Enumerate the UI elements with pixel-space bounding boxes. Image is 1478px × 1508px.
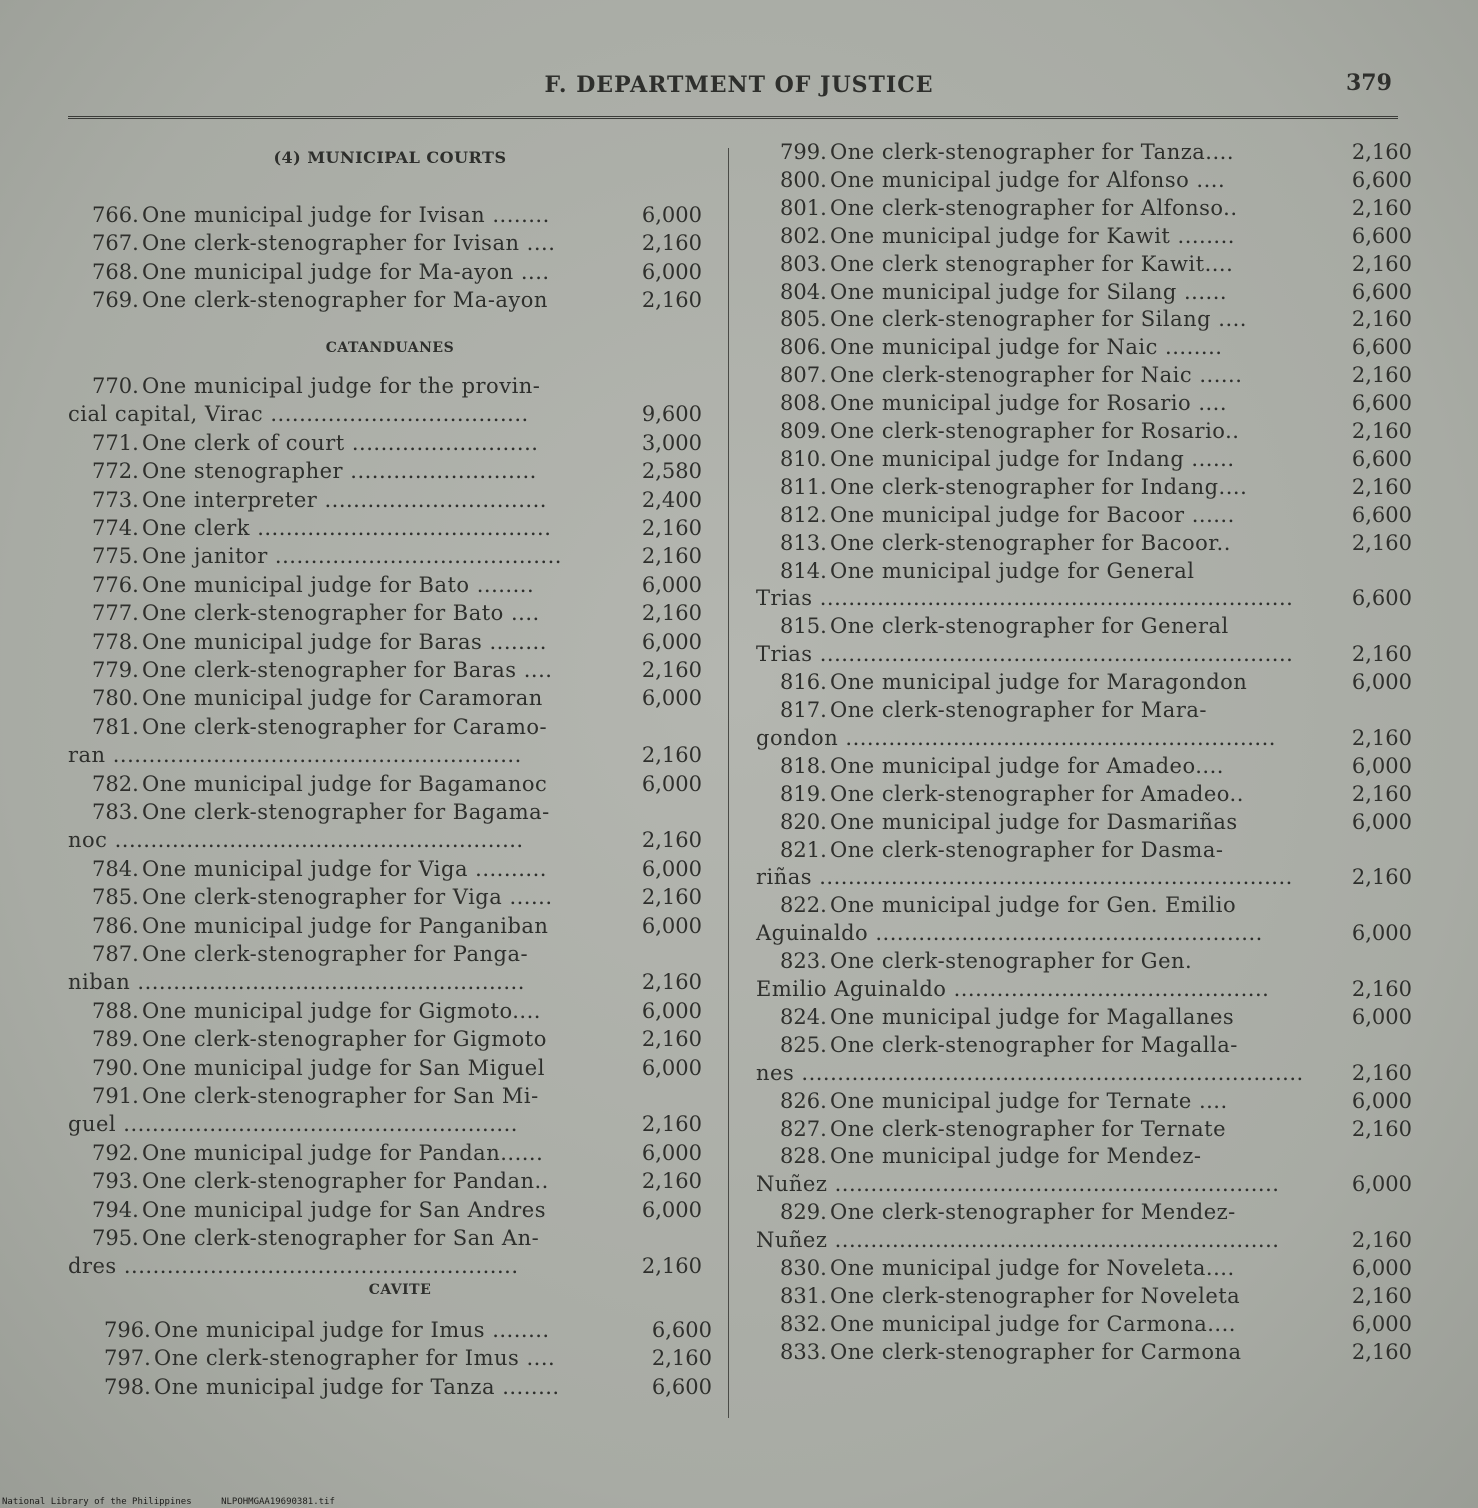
budget-entry bbox=[780, 140, 1234, 164]
item-description-continued: Aguinaldo ...................................................... bbox=[756, 921, 1263, 946]
item-amount: 2,160 bbox=[1351, 363, 1412, 388]
item-number: 810. bbox=[780, 446, 827, 471]
item-number: 774. bbox=[92, 516, 139, 540]
budget-entry bbox=[780, 949, 1192, 973]
budget-entry bbox=[780, 335, 1222, 359]
item-number: 831. bbox=[780, 1283, 827, 1308]
budget-entry bbox=[780, 1284, 1240, 1308]
item-amount: 6,000 bbox=[641, 203, 702, 227]
item-number: 818. bbox=[780, 753, 827, 778]
item-description: One municipal judge for Caramoran bbox=[142, 686, 543, 711]
item-description: One municipal judge for Ivisan ........ bbox=[142, 203, 550, 227]
item-number: 813. bbox=[780, 530, 827, 555]
item-description-continued: Trias .................................................................. bbox=[756, 642, 1294, 667]
item-amount: 6,000 bbox=[1351, 1088, 1412, 1113]
item-description: One clerk-stenographer for Amadeo.. bbox=[830, 781, 1244, 806]
item-description: One clerk-stenographer for Mara- bbox=[830, 698, 1207, 722]
item-description: One clerk-stenographer for Carmona bbox=[830, 1339, 1242, 1364]
budget-entry bbox=[92, 772, 547, 796]
item-amount: 2,160 bbox=[1351, 195, 1412, 220]
item-description: One janitor ........................................ bbox=[142, 544, 562, 569]
item-number: 798. bbox=[104, 1374, 151, 1399]
item-amount: 6,000 bbox=[1351, 1256, 1412, 1280]
item-amount: 2,160 bbox=[641, 544, 702, 569]
item-description: One clerk-stenographer for Dasma- bbox=[830, 837, 1224, 862]
item-amount: 2,160 bbox=[1351, 642, 1412, 667]
item-number: 792. bbox=[92, 1140, 139, 1165]
budget-entry bbox=[92, 544, 562, 568]
item-amount: 2,160 bbox=[1351, 530, 1412, 555]
budget-entry bbox=[92, 601, 540, 625]
item-description: One municipal judge for General bbox=[830, 558, 1195, 583]
item-description-continued: Trias .................................................................. bbox=[756, 586, 1294, 611]
item-amount: 6,000 bbox=[641, 686, 702, 711]
item-description-continued: dres ....................................................... bbox=[68, 1254, 519, 1279]
item-amount: 3,000 bbox=[641, 430, 702, 455]
item-description: One municipal judge for Alfonso .... bbox=[830, 167, 1226, 192]
item-description: One clerk-stenographer for Rosario.. bbox=[830, 419, 1240, 443]
item-number: 786. bbox=[92, 913, 139, 938]
item-number: 817. bbox=[780, 698, 827, 722]
item-number: 768. bbox=[92, 259, 139, 284]
item-number: 767. bbox=[92, 231, 139, 256]
item-number: 779. bbox=[92, 658, 139, 682]
budget-entry bbox=[92, 231, 555, 255]
item-amount: 6,600 bbox=[651, 1318, 712, 1342]
header-rule bbox=[68, 116, 1398, 119]
budget-entry bbox=[780, 1312, 1236, 1336]
budget-entry bbox=[780, 1089, 1228, 1113]
item-amount: 2,160 bbox=[641, 601, 702, 626]
budget-entry bbox=[780, 1200, 1236, 1224]
budget-entry bbox=[780, 614, 1229, 638]
budget-entry bbox=[780, 1256, 1235, 1280]
item-description: One municipal judge for Bato ........ bbox=[142, 572, 535, 597]
budget-entry bbox=[780, 307, 1247, 331]
budget-entry bbox=[92, 999, 541, 1023]
item-description: One municipal judge for Tanza ........ bbox=[154, 1374, 560, 1399]
item-description: One clerk-stenographer for Pandan.. bbox=[142, 1169, 549, 1194]
item-description: One clerk-stenographer for Panga- bbox=[142, 942, 529, 966]
item-number: 787. bbox=[92, 942, 139, 966]
item-amount: 2,160 bbox=[1351, 474, 1412, 499]
item-amount: 6,000 bbox=[641, 913, 702, 938]
item-description: One municipal judge for Amadeo.... bbox=[830, 753, 1224, 778]
item-number: 816. bbox=[780, 670, 827, 695]
item-amount: 6,000 bbox=[1351, 1172, 1412, 1197]
item-amount: 2,160 bbox=[1351, 1283, 1412, 1308]
item-amount: 2,160 bbox=[1351, 1060, 1412, 1085]
item-number: 795. bbox=[92, 1226, 139, 1250]
item-description: One municipal judge for Carmona.... bbox=[830, 1311, 1236, 1336]
item-amount: 6,000 bbox=[641, 1197, 702, 1222]
item-number: 790. bbox=[92, 1055, 139, 1080]
item-number: 823. bbox=[780, 949, 827, 974]
item-number: 800. bbox=[780, 167, 827, 192]
item-description: One municipal judge for Rosario .... bbox=[830, 391, 1228, 416]
budget-entry bbox=[92, 800, 550, 824]
item-amount: 2,160 bbox=[641, 1254, 702, 1279]
item-number: 796. bbox=[104, 1318, 151, 1342]
item-amount: 6,600 bbox=[1351, 223, 1412, 248]
item-amount: 6,600 bbox=[1351, 335, 1412, 360]
budget-entry bbox=[780, 698, 1207, 722]
budget-entry bbox=[92, 459, 537, 483]
item-amount: 2,160 bbox=[641, 1112, 702, 1137]
item-amount: 6,600 bbox=[1351, 586, 1412, 611]
item-amount: 6,000 bbox=[1351, 809, 1412, 834]
item-description: One municipal judge for San Andres bbox=[142, 1197, 546, 1222]
item-description: One municipal judge for the provin- bbox=[142, 374, 541, 398]
item-description: One municipal judge for Dasmariñas bbox=[830, 809, 1238, 834]
budget-entry bbox=[780, 280, 1227, 304]
item-description: One municipal judge for Bacoor ...... bbox=[830, 502, 1235, 527]
budget-entry bbox=[104, 1346, 555, 1370]
budget-entry bbox=[92, 857, 547, 881]
item-number: 808. bbox=[780, 391, 827, 416]
item-description: One municipal judge for Magallanes bbox=[830, 1004, 1235, 1029]
budget-entry bbox=[780, 1117, 1226, 1141]
item-number: 776. bbox=[92, 572, 139, 597]
budget-entry bbox=[780, 1005, 1234, 1029]
budget-entry bbox=[780, 503, 1235, 527]
item-description: One clerk-stenographer for Imus .... bbox=[154, 1346, 556, 1371]
budget-entry bbox=[92, 516, 551, 540]
item-description: One municipal judge for Pandan...... bbox=[142, 1140, 544, 1165]
budget-entry bbox=[780, 1144, 1202, 1168]
item-description: One clerk-stenographer for Alfonso.. bbox=[830, 195, 1238, 220]
item-description: One municipal judge for San Miguel bbox=[142, 1055, 545, 1080]
item-amount: 2,160 bbox=[641, 288, 702, 313]
item-number: 807. bbox=[780, 363, 827, 388]
item-amount: 2,160 bbox=[1351, 307, 1412, 332]
budget-entry bbox=[92, 914, 548, 938]
item-amount: 6,600 bbox=[1351, 167, 1412, 192]
budget-entry bbox=[104, 1375, 560, 1399]
item-number: 809. bbox=[780, 419, 827, 443]
item-number: 819. bbox=[780, 781, 827, 806]
budget-entry bbox=[92, 1198, 546, 1222]
budget-entry bbox=[780, 447, 1235, 471]
item-description: One clerk-stenographer for Caramo- bbox=[142, 714, 548, 739]
item-description-continued: Emilio Aguinaldo ............................................ bbox=[756, 977, 1270, 1001]
item-description: One municipal judge for Kawit ........ bbox=[830, 223, 1235, 248]
item-number: 791. bbox=[92, 1084, 139, 1108]
item-description: One clerk-stenographer for Baras .... bbox=[142, 658, 553, 682]
item-number: 815. bbox=[780, 614, 827, 639]
item-amount: 6,000 bbox=[641, 1140, 702, 1165]
item-number: 766. bbox=[92, 203, 139, 227]
item-amount: 6,600 bbox=[1351, 391, 1412, 416]
item-number: 803. bbox=[780, 251, 827, 276]
item-description: One municipal judge for Viga .......... bbox=[142, 856, 547, 881]
item-amount: 2,160 bbox=[641, 658, 702, 682]
item-number: 775. bbox=[92, 544, 139, 569]
item-amount: 6,000 bbox=[641, 856, 702, 881]
budget-entry bbox=[92, 1226, 539, 1250]
item-description: One clerk-stenographer for Tanza.... bbox=[830, 140, 1234, 164]
item-amount: 2,160 bbox=[641, 970, 702, 995]
item-number: 821. bbox=[780, 837, 827, 862]
budget-entry bbox=[780, 419, 1239, 443]
item-number: 785. bbox=[92, 885, 139, 910]
item-description: One clerk-stenographer for Naic ...... bbox=[830, 363, 1243, 388]
item-amount: 2,160 bbox=[1351, 725, 1412, 750]
budget-entry bbox=[780, 252, 1233, 276]
column-divider bbox=[728, 148, 729, 1418]
item-description: One municipal judge for Gen. Emilio bbox=[830, 893, 1237, 918]
budget-entry bbox=[780, 670, 1247, 694]
item-description-continued: Nuñez .............................................................. bbox=[756, 1172, 1280, 1197]
item-description: One municipal judge for Naic ........ bbox=[830, 335, 1223, 360]
item-number: 770. bbox=[92, 374, 139, 398]
section-title: (4) MUNICIPAL COURTS bbox=[273, 148, 507, 167]
budget-entry bbox=[92, 686, 543, 710]
item-amount: 2,160 bbox=[651, 1346, 712, 1371]
item-number: 789. bbox=[92, 1027, 139, 1052]
budget-entry bbox=[92, 260, 550, 284]
item-amount: 2,160 bbox=[1351, 1228, 1412, 1253]
item-description: One clerk-stenographer for Indang.... bbox=[830, 474, 1248, 499]
item-number: 825. bbox=[780, 1032, 827, 1057]
item-description: One clerk-stenographer for Noveleta bbox=[830, 1283, 1241, 1308]
budget-entry bbox=[780, 893, 1236, 917]
budget-entry bbox=[92, 1027, 547, 1051]
item-number: 805. bbox=[780, 307, 827, 332]
item-description: One clerk-stenographer for Gigmoto bbox=[142, 1027, 547, 1052]
item-number: 812. bbox=[780, 502, 827, 527]
item-description: One clerk-stenographer for Ma-ayon bbox=[142, 288, 548, 313]
budget-entry bbox=[780, 1340, 1242, 1364]
budget-entry bbox=[780, 559, 1194, 583]
item-description: One clerk of court .......................... bbox=[142, 430, 539, 455]
budget-entry bbox=[780, 168, 1225, 192]
item-amount: 2,160 bbox=[641, 1027, 702, 1052]
item-number: 833. bbox=[780, 1339, 827, 1364]
item-description-continued: Nuñez .............................................................. bbox=[756, 1228, 1280, 1253]
item-amount: 6,000 bbox=[641, 259, 702, 284]
budget-entry bbox=[92, 1141, 543, 1165]
item-description: One municipal judge for Indang ...... bbox=[830, 446, 1235, 471]
item-amount: 2,160 bbox=[641, 885, 702, 910]
budget-entry bbox=[92, 658, 552, 682]
item-description-continued: cial capital, Virac .................................... bbox=[68, 402, 529, 427]
item-description: One clerk-stenographer for Ivisan .... bbox=[142, 231, 556, 256]
budget-entry bbox=[92, 488, 547, 512]
item-amount: 2,160 bbox=[641, 1169, 702, 1194]
item-description: One clerk-stenographer for Viga ...... bbox=[142, 885, 553, 910]
item-amount: 2,160 bbox=[641, 516, 702, 540]
budget-entry bbox=[780, 224, 1235, 248]
page-title: F. DEPARTMENT OF JUSTICE bbox=[544, 72, 934, 98]
item-number: 780. bbox=[92, 686, 139, 711]
item-amount: 2,160 bbox=[1351, 140, 1412, 164]
item-amount: 2,160 bbox=[1351, 977, 1412, 1001]
budget-entry bbox=[92, 374, 540, 398]
budget-entry bbox=[92, 1056, 545, 1080]
item-description: One clerk-stenographer for Bato .... bbox=[142, 601, 540, 626]
item-description: One clerk-stenographer for San An- bbox=[142, 1226, 540, 1250]
item-number: 769. bbox=[92, 288, 139, 313]
item-number: 802. bbox=[780, 223, 827, 248]
budget-entry bbox=[780, 1033, 1238, 1057]
budget-entry bbox=[92, 288, 548, 312]
item-description: One clerk-stenographer for Bagama- bbox=[142, 800, 550, 824]
item-description: One clerk stenographer for Kawit.... bbox=[830, 251, 1234, 276]
item-amount: 2,160 bbox=[1351, 251, 1412, 276]
budget-entry bbox=[92, 885, 553, 909]
item-number: 797. bbox=[104, 1346, 151, 1371]
item-description: One municipal judge for Mendez- bbox=[830, 1144, 1202, 1169]
item-number: 824. bbox=[780, 1004, 827, 1029]
budget-entry bbox=[92, 573, 534, 597]
item-description: One clerk ......................................... bbox=[142, 516, 552, 540]
budget-entry bbox=[92, 630, 547, 654]
item-amount: 6,000 bbox=[641, 998, 702, 1023]
item-amount: 6,000 bbox=[1351, 670, 1412, 695]
item-description: One municipal judge for Gigmoto.... bbox=[142, 998, 541, 1023]
page-number: 379 bbox=[1346, 70, 1392, 96]
item-amount: 6,000 bbox=[641, 629, 702, 654]
budget-entry bbox=[92, 715, 547, 739]
subsection-title: CATANDUANES bbox=[325, 340, 455, 356]
item-description: One clerk-stenographer for Bacoor.. bbox=[830, 530, 1231, 555]
library-credit: National Library of the Philippines bbox=[2, 1497, 192, 1507]
item-amount: 2,160 bbox=[1351, 419, 1412, 443]
item-description: One municipal judge for Ma-ayon .... bbox=[142, 259, 550, 284]
item-amount: 6,000 bbox=[1351, 1004, 1412, 1029]
item-amount: 2,160 bbox=[641, 828, 702, 853]
item-number: 826. bbox=[780, 1088, 827, 1113]
item-description: One clerk-stenographer for Magalla- bbox=[830, 1032, 1238, 1057]
item-description: One clerk-stenographer for Gen. bbox=[830, 949, 1193, 974]
item-description: One clerk-stenographer for Silang .... bbox=[830, 307, 1247, 332]
item-amount: 6,000 bbox=[1351, 921, 1412, 946]
item-number: 777. bbox=[92, 601, 139, 626]
item-amount: 2,160 bbox=[1351, 865, 1412, 890]
item-amount: 6,600 bbox=[651, 1374, 712, 1399]
item-amount: 6,000 bbox=[641, 572, 702, 597]
item-description: One clerk-stenographer for San Mi- bbox=[142, 1084, 539, 1108]
item-amount: 6,000 bbox=[1351, 753, 1412, 778]
budget-entry bbox=[92, 1084, 539, 1108]
item-number: 804. bbox=[780, 279, 827, 304]
budget-entry bbox=[92, 431, 538, 455]
file-id: NLPOHMGAA19690381.tif bbox=[221, 1497, 335, 1507]
item-number: 781. bbox=[92, 714, 139, 739]
item-amount: 6,600 bbox=[1351, 502, 1412, 527]
budget-entry bbox=[92, 203, 550, 227]
item-number: 772. bbox=[92, 459, 139, 484]
scan-footer bbox=[2, 1497, 359, 1507]
item-description-continued: noc ......................................................... bbox=[68, 828, 524, 853]
item-number: 799. bbox=[780, 140, 827, 164]
item-description-continued: nes ...................................................................... bbox=[756, 1060, 1304, 1085]
item-number: 829. bbox=[780, 1200, 827, 1225]
item-number: 784. bbox=[92, 856, 139, 881]
item-description: One municipal judge for Ternate .... bbox=[830, 1088, 1228, 1113]
item-amount: 2,160 bbox=[641, 743, 702, 768]
item-description: One municipal judge for Silang ...... bbox=[830, 279, 1228, 304]
item-number: 771. bbox=[92, 430, 139, 455]
item-description: One municipal judge for Imus ........ bbox=[154, 1318, 550, 1342]
item-amount: 2,160 bbox=[1351, 1339, 1412, 1364]
budget-entry bbox=[92, 1169, 549, 1193]
item-description: One clerk-stenographer for Mendez- bbox=[830, 1200, 1236, 1225]
item-number: 827. bbox=[780, 1116, 827, 1141]
item-number: 832. bbox=[780, 1311, 827, 1336]
item-description: One municipal judge for Maragondon bbox=[830, 670, 1248, 695]
item-number: 782. bbox=[92, 771, 139, 796]
item-number: 830. bbox=[780, 1256, 827, 1280]
budget-entry bbox=[780, 838, 1223, 862]
item-description: One municipal judge for Bagamanoc bbox=[142, 771, 548, 796]
item-description-continued: niban ...................................................... bbox=[68, 970, 525, 995]
item-number: 778. bbox=[92, 629, 139, 654]
item-amount: 6,000 bbox=[1351, 1311, 1412, 1336]
item-description: One municipal judge for Panganiban bbox=[142, 913, 549, 938]
item-number: 811. bbox=[780, 474, 827, 499]
item-number: 793. bbox=[92, 1169, 139, 1194]
budget-entry bbox=[92, 942, 528, 966]
budget-entry bbox=[780, 196, 1238, 220]
item-number: 806. bbox=[780, 335, 827, 360]
item-number: 801. bbox=[780, 195, 827, 220]
item-description: One stenographer .......................... bbox=[142, 459, 537, 484]
item-amount: 2,400 bbox=[641, 487, 702, 512]
budget-entry bbox=[780, 475, 1247, 499]
item-description-continued: riñas .................................................................. bbox=[756, 865, 1293, 890]
budget-entry bbox=[780, 363, 1242, 387]
budget-entry bbox=[780, 810, 1238, 834]
item-description: One clerk-stenographer for Ternate bbox=[830, 1116, 1227, 1141]
item-amount: 2,160 bbox=[1351, 781, 1412, 806]
item-number: 814. bbox=[780, 558, 827, 583]
item-description-continued: guel ....................................................... bbox=[68, 1112, 518, 1137]
item-description: One municipal judge for Baras ........ bbox=[142, 629, 547, 654]
item-description-continued: gondon ............................................................ bbox=[756, 725, 1276, 750]
budget-entry bbox=[780, 754, 1224, 778]
subsection-title: CAVITE bbox=[368, 1282, 432, 1298]
item-amount: 6,000 bbox=[641, 1055, 702, 1080]
item-amount: 2,580 bbox=[641, 459, 702, 484]
item-description-continued: ran ......................................................... bbox=[68, 743, 522, 768]
budget-entry bbox=[780, 531, 1231, 555]
item-description: One interpreter ............................... bbox=[142, 487, 547, 512]
item-description: One clerk-stenographer for General bbox=[830, 614, 1229, 639]
item-amount: 2,160 bbox=[1351, 1116, 1412, 1141]
budget-entry bbox=[104, 1318, 550, 1342]
item-number: 822. bbox=[780, 893, 827, 918]
item-description: One municipal judge for Noveleta.... bbox=[830, 1256, 1235, 1280]
item-number: 828. bbox=[780, 1144, 827, 1169]
item-amount: 6,600 bbox=[1351, 446, 1412, 471]
item-amount: 6,600 bbox=[1351, 279, 1412, 304]
item-number: 783. bbox=[92, 800, 139, 824]
item-number: 788. bbox=[92, 998, 139, 1023]
budget-entry bbox=[780, 782, 1244, 806]
budget-entry bbox=[780, 391, 1227, 415]
item-number: 794. bbox=[92, 1197, 139, 1222]
item-amount: 2,160 bbox=[641, 231, 702, 256]
item-amount: 9,600 bbox=[641, 402, 702, 427]
item-number: 820. bbox=[780, 809, 827, 834]
item-number: 773. bbox=[92, 487, 139, 512]
item-amount: 6,000 bbox=[641, 771, 702, 796]
